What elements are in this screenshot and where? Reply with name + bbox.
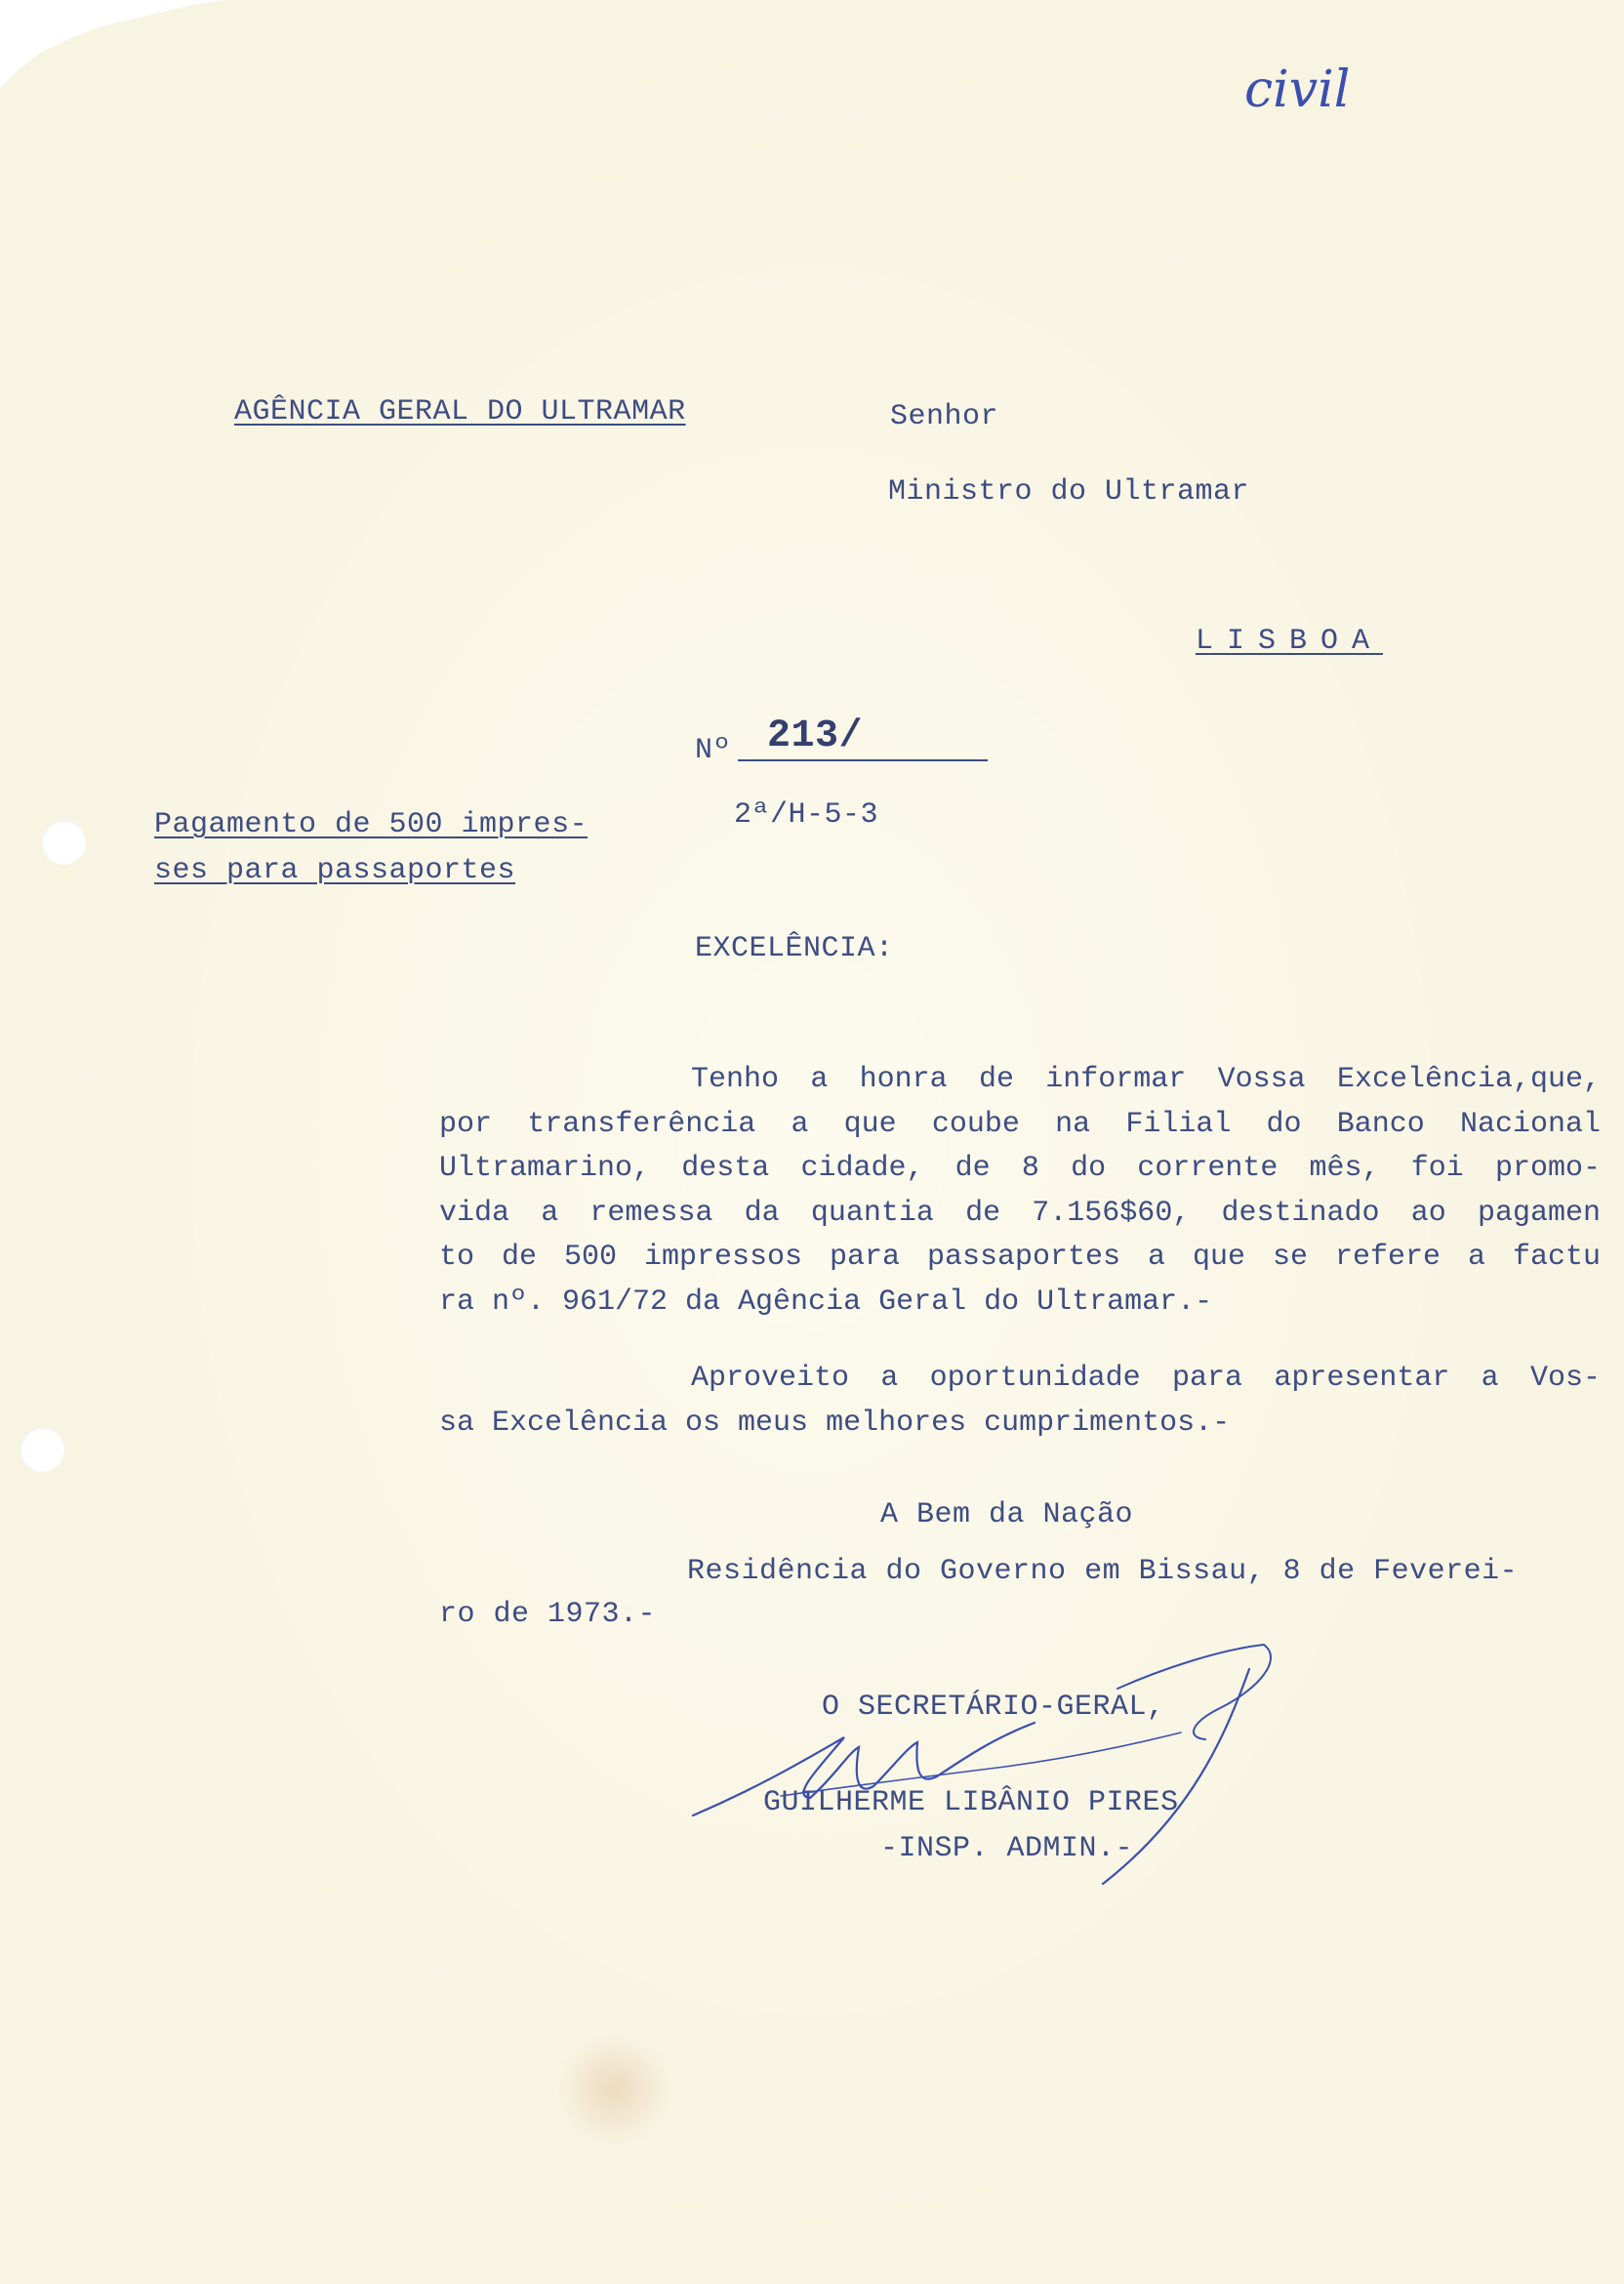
paragraph-1-line: por transferência a que coube na Filial do Banco Nacional	[439, 1107, 1601, 1141]
reference-code: 2ª/H-5-3	[734, 798, 879, 832]
paragraph-1-line: ra nº. 961/72 da Agência Geral do Ultramar.-	[439, 1285, 1213, 1319]
reference-number: 213/	[767, 714, 864, 758]
signatory-name: GUILHERME LIBÂNIO PIRES	[763, 1786, 1179, 1819]
place-date-line-1: Residência do Governo em Bissau, 8 de Feverei-	[687, 1555, 1519, 1588]
reference-prefix: Nº	[695, 734, 732, 767]
subject-line-2: ses para passaportes	[154, 854, 516, 887]
salutation: EXCELÊNCIA:	[695, 932, 894, 965]
paragraph-2-line: Aproveito a oportunidade para apresentar a Vos-	[691, 1362, 1601, 1395]
paragraph-2-line: sa Excelência os meus melhores cumprimentos.-	[439, 1406, 1231, 1440]
paragraph-1-line: Ultramarino, desta cidade, de 8 do corrente mês, foi promo-	[439, 1152, 1601, 1186]
paragraph-2	[439, 1357, 1601, 1446]
reference-underline	[738, 759, 988, 761]
subject-line-1: Pagamento de 500 impres-	[154, 808, 589, 841]
handwritten-annotation: civil	[1244, 61, 1351, 119]
closing-formula: A Bem da Nação	[880, 1498, 1134, 1531]
torn-corner	[0, 0, 224, 88]
recipient-title: Ministro do Ultramar	[888, 475, 1250, 509]
paragraph-1-line: to de 500 impressos para passaportes a que se refere a factu	[439, 1241, 1601, 1275]
recipient-salutation: Senhor	[890, 400, 999, 433]
recipient-city: LISBOA	[1196, 625, 1384, 658]
punch-hole-lower	[20, 1427, 64, 1472]
paragraph-1	[439, 1058, 1601, 1326]
place-date-line-2: ro de 1973.-	[439, 1598, 657, 1631]
punch-hole-upper	[41, 820, 86, 865]
handwritten-signature	[673, 1630, 1308, 1903]
signatory-role: O SECRETÁRIO-GERAL,	[822, 1691, 1165, 1724]
paragraph-1-line: vida a remessa da quantia de 7.156$60, destinado ao pagamen	[439, 1196, 1601, 1230]
signatory-rank: -INSP. ADMIN.-	[880, 1832, 1134, 1865]
sender-header: AGÊNCIA GERAL DO ULTRAMAR	[234, 395, 686, 428]
paragraph-1-line: Tenho a honra de informar Vossa Excelência,que,	[691, 1063, 1601, 1096]
